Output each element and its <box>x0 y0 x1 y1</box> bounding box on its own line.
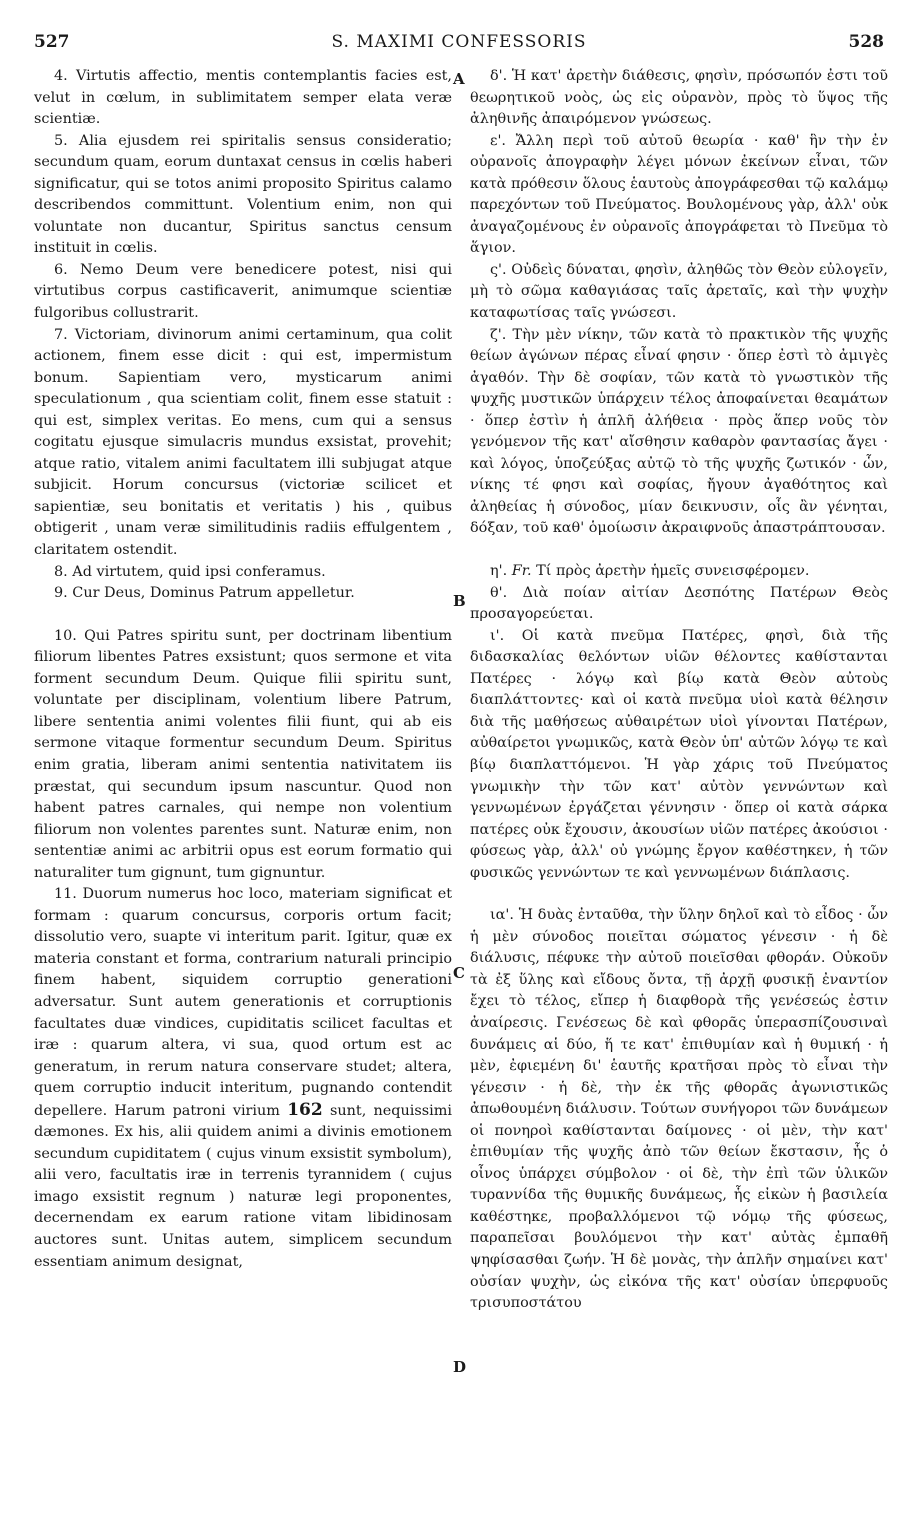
greek-para-11: ια'. Ἡ δυὰς ἐνταῦθα, τὴν ὕλην δηλοῖ καὶ τὸ εἶδος · ὧν ἡ μὲν σύνοδος ποιεῖται σώματος γένεσιν · ἡ δὲ διάλυσις, πέφυκε τὴν αὐτοῦ ποιεῖσθαι φθοράν. Οὐκοῦν τὰ ἐξ ὕλης καὶ εἴδους ὄντα, τῇ ἀρχῇ φυσικῇ ἐναντίον ἔχει τὸ τέλος, εἴπερ ἡ διαφθορὰ τῆς γενέσεώς ἐστιν ἀναίρεσις. Γενέσεως δὲ καὶ φθορᾶς ὑπερασπίζουσιναὶ δυνάμεις αἱ δύο, ἥ τε κατ' ἐπιθυμίαν καὶ ἡ θυμική · ἡ μὲν, ἐφιεμένη δι' ἑαυτῆς κρατῆσαι πρὸς τὸ εἶναι τὴν γένεσιν · ἡ δὲ, τὴν ἐκ τῆς φθορᾶς ἀγωνιστικῶς ἀπωθουμένη διάλυσιν. Τούτων συνήγοροι τῶν δυνάμεων οἱ πονηροὶ καθίστανται δαίμονες · οἱ μὲν, τὴν κατ' ἐπιθυμίαν τῆς ψυχῆς ἀπὸ τῶν θείων ἔκστασιν, ἧς ὁ οἶνος ὑπάρχει σύμβολον · οἱ δὲ, τὴν ἐπὶ τῶν ὑλικῶν τυραννίδα τῆς θυμικῆς δυνάμεως, ἧς εἰκὼν ἡ βασιλεία καθέστηκε, προβαλλόμενοι τῷ νόμῳ τῆς φύσεως, παραπεῖσαι βουλόμενοι τὴν κατ' αὐτὰς ἐμπαθῆ ψηφίσασθαι ζωήν. Ἡ δὲ μονὰς, τὴν ἁπλῆν σημαίνει κατ' οὐσίαν ψυχὴν, ὡς εἰκόνα τῆς κατ' οὐσίαν ὑπερφυοῦς τρισυποστάτου <box>470 907 888 1312</box>
latin-para-8: 8. Ad virtutem, quid ipsi conferamus. <box>54 563 326 580</box>
greek-para-10: ι'. Οἱ κατὰ πνεῦμα Πατέρες, φησὶ, διὰ τῆς διδασκαλίας θελόντων υἱῶν θέλοντες καθίστανται Πατέρες · λόγῳ καὶ βίῳ κατὰ Θεὸν αὐτοὺς διαπλάττοντες· καὶ οἱ κατὰ πνεῦμα υἱοὶ κατὰ θέλησιν διὰ τῆς μαθήσεως αὐθαιρέτων υἱοὶ γίνονται Πατέρων, αὐθαίρετοι γνωμικῶς, κατὰ Θεὸν ὑπ' αὐτῶν λόγῳ τε καὶ βίῳ διαπλαττόμενοι. Ἡ γὰρ χάρις τοῦ Πνεύματος γνωμικὴν τὴν τῶν κατ' αὐτὸν γεννώντων καὶ γεννωμένων ἐργάζεται γέννησιν · ὅπερ οἱ κατὰ σάρκα πατέρες οὐκ ἔχουσιν, ἀκουσίων υἱῶν πατέρες ἀκούσιοι · φύσεως γὰρ, ἀλλ' οὐ γνώμης ἔργον καθέστηκεν, ἡ τῶν φυσικῶς γεννώντων τε καὶ γεννωμένων διάπλασις. <box>470 627 888 881</box>
greek-para-8-number: η'. <box>490 563 508 580</box>
greek-para-4: δ'. Ἡ κατ' ἀρετὴν διάθεσις, φησὶν, πρόσωπόν ἐστι τοῦ θεωρητικοῦ νοὸς, ὡς εἰς οὐρανὸν, πρὸς τὸ ὕψος τῆς ἀληθινῆς ἀπαιρόμενον γνώσεως. <box>470 68 888 128</box>
page-header <box>34 32 884 60</box>
latin-para-7: 7. Victoriam, divinorum animi certaminum, qua colit actionem, finem esse dicit : qui est, impermistum bonum. Sapientiam vero, mysticarum animi speculationum , qua scientiam colit, finem esse statuit : qui est, simplex veritas. Eo mens, cum qui a sensus cogitatu ejusque simulacris mundus exsistat, provehit; atque ratio, vitalem animi facultatem illi subjugat atque subjicit. Horum concursus (victoriæ scilicet et sapientiæ, seu bonitatis et veritatis ) his , quibus obtigerit , unam veræ similitudinis radiis effulgentem , claritatem ostendit. <box>34 326 452 559</box>
latin-para-11-part-b: sunt, nequissimi dæmones. Ex his, alii quidem animi a divinis emotionem secundum cupiditatem ( cujus vinum exsistit symbolum), alii vero, facultatis iræ in terrenis tyrannidem ( cujus imago exsistit regnum ) naturæ legi proponentes, decernendam ex earum ratione vitam libidinosam auctores sunt. Unitas autem, simplicem secundum essentiam animum designat, <box>34 1102 453 1270</box>
running-title: S. MAXIMI CONFESSORIS <box>331 32 587 52</box>
greek-para-9: θ'. Διὰ ποίαν αἰτίαν Δεσπότης Πατέρων Θεὸς προσαγορεύεται. <box>470 584 888 623</box>
fragment-mark: Fr. <box>511 563 532 580</box>
margin-marker-d: D <box>453 1358 467 1376</box>
page-number-right: 528 <box>848 32 884 52</box>
greek-para-7: ζ'. Τὴν μὲν νίκην, τῶν κατὰ τὸ πρακτικὸν τῆς ψυχῆς θείων ἀγώνων πέρας εἶναί φησιν · ὅπερ ἐστὶ τὸ ἀμιγὲς ἀγαθόν. Τὴν δὲ σοφίαν, τῶν κατὰ τὸ γνωστικὸν τῆς ψυχῆς μυστικῶν ὑπάρχειν τέλος ἀποφαίνεται θεαμάτων · ὅπερ ἐστὶν ἡ ἁπλῆ ἀλήθεια · πρὸς ἅπερ νοῦς τὸν γενόμενον τῆς κατ' αἴσθησιν καθαρὸν φαντασίας ἄγει · καὶ λόγος, ὑποζεύξας αὐτῷ τὸ τῆς ψυχῆς ζωτικόν · ὧν, νίκης τέ φησι καὶ σοφίας, ἤγουν ἀγαθότητος καὶ ἀληθείας ἡ σύνοδος, μίαν δεικνυσιν, οἷς ἂν γένηται, δόξαν, τοῦ καθ' ὁμοίωσιν ἀκραιφνοῦς ἀπαστράπτουσαν. <box>470 326 888 537</box>
greek-para-8 <box>470 561 888 583</box>
latin-column <box>34 66 452 1273</box>
latin-para-6: 6. Nemo Deum vere benedicere potest, nisi qui virtutibus corpus castificaverit, animumque scientiæ fulgoribus collustrarit. <box>34 261 452 322</box>
greek-para-6: ς'. Οὐδεὶς δύναται, φησὶν, ἀληθῶς τὸν Θεὸν εὐλογεῖν, μὴ τὸ σῶμα καθαγιάσας ταῖς ἀρεταῖς, καὶ τὴν ψυχὴν καταφωτίσας ταῖς γνώσεσι. <box>470 261 888 322</box>
column-number: 162 <box>287 1099 323 1120</box>
latin-para-11-part-a: 11. Duorum numerus hoc loco, materiam significat et formam : quarum concursus, corporis ortum facit; dissolutio vero, suapte vi interitum parit. Igitur, quæ ex materia constant et forma, contrarium naturali principio finem habent, siquidem corruptio generationi adversatur. Sunt autem generationis et corruptionis facultates duæ vindices, cupiditatis scilicet facultas et iræ : quarum altera, vi sua, quod ortum est ac generatum, in rerum natura conservare studet; altera, quem corruptio inducit interitum, pugnando contendit depellere. Harum patroni virium <box>34 886 452 1119</box>
latin-para-4: 4. Virtutis affectio, mentis contemplantis facies est, velut in cœlum, in sublimitatem semper elata veræ scientiæ. <box>34 68 452 128</box>
greek-para-8-text: Τί πρὸς ἀρετὴν ἡμεῖς συνεισφέρομεν. <box>536 563 810 580</box>
margin-marker-a: A <box>453 70 465 88</box>
greek-para-5: ε'. Ἄλλη περὶ τοῦ αὐτοῦ θεωρία · καθ' ἣν τὴν ἐν οὐρανοῖς ἀπογραφὴν λέγει μόνων ἐκείνων εἶναι, τῶν κατὰ πρόθεσιν ὅλους ἑαυτοὺς ἀπογράφεσθαι τῷ καλάμῳ παρεχόντων τοῦ Πνεύματος. Βουλομένους γὰρ, ἀλλ' οὐκ ἀναγαζομένους ἐν οὐρανοῖς ἀπογράφεται τὸ Πνεῦμα τὸ ἅγιον. <box>470 132 888 257</box>
latin-para-5: 5. Alia ejusdem rei spiritalis sensus consideratio; secundum quam, eorum duntaxat census in cœlis haberi significatur, qui se totos animi proposito Spiritus calamo describendos committunt. Volentium enim, non qui voluntate non ducantur, Spiritus sanctus censum instituit in cœlis. <box>34 132 452 257</box>
margin-marker-c: C <box>453 964 465 982</box>
latin-para-9: 9. Cur Deus, Dominus Patrum appelletur. <box>54 585 355 602</box>
margin-marker-b: B <box>453 592 466 610</box>
greek-column <box>470 66 888 1315</box>
page-number-left: 527 <box>34 32 70 52</box>
latin-para-11 <box>34 884 452 1273</box>
latin-para-10: 10. Qui Patres spiritu sunt, per doctrinam libentium filiorum libentes Patres exsistunt; quos sermone et vita forment secundum Deum. Quique filii spiritu sunt, voluntate per disciplinam, volentium libere Patrum, libere sententia animi volentes filii fiunt, qui ab eis sermone vitaque formentur secundum Deum. Spiritus enim gratia, liberam animi sententia nativitatem iis præstat, qui secundum ipsum nascuntur. Quod non habent patres carnales, qui nempe non volentium filiorum non volentes parentes sunt. Naturæ enim, non sententiæ animi ac arbitrii opus est eorum formatio qui naturaliter tum gignunt, tum gignuntur. <box>34 627 452 881</box>
